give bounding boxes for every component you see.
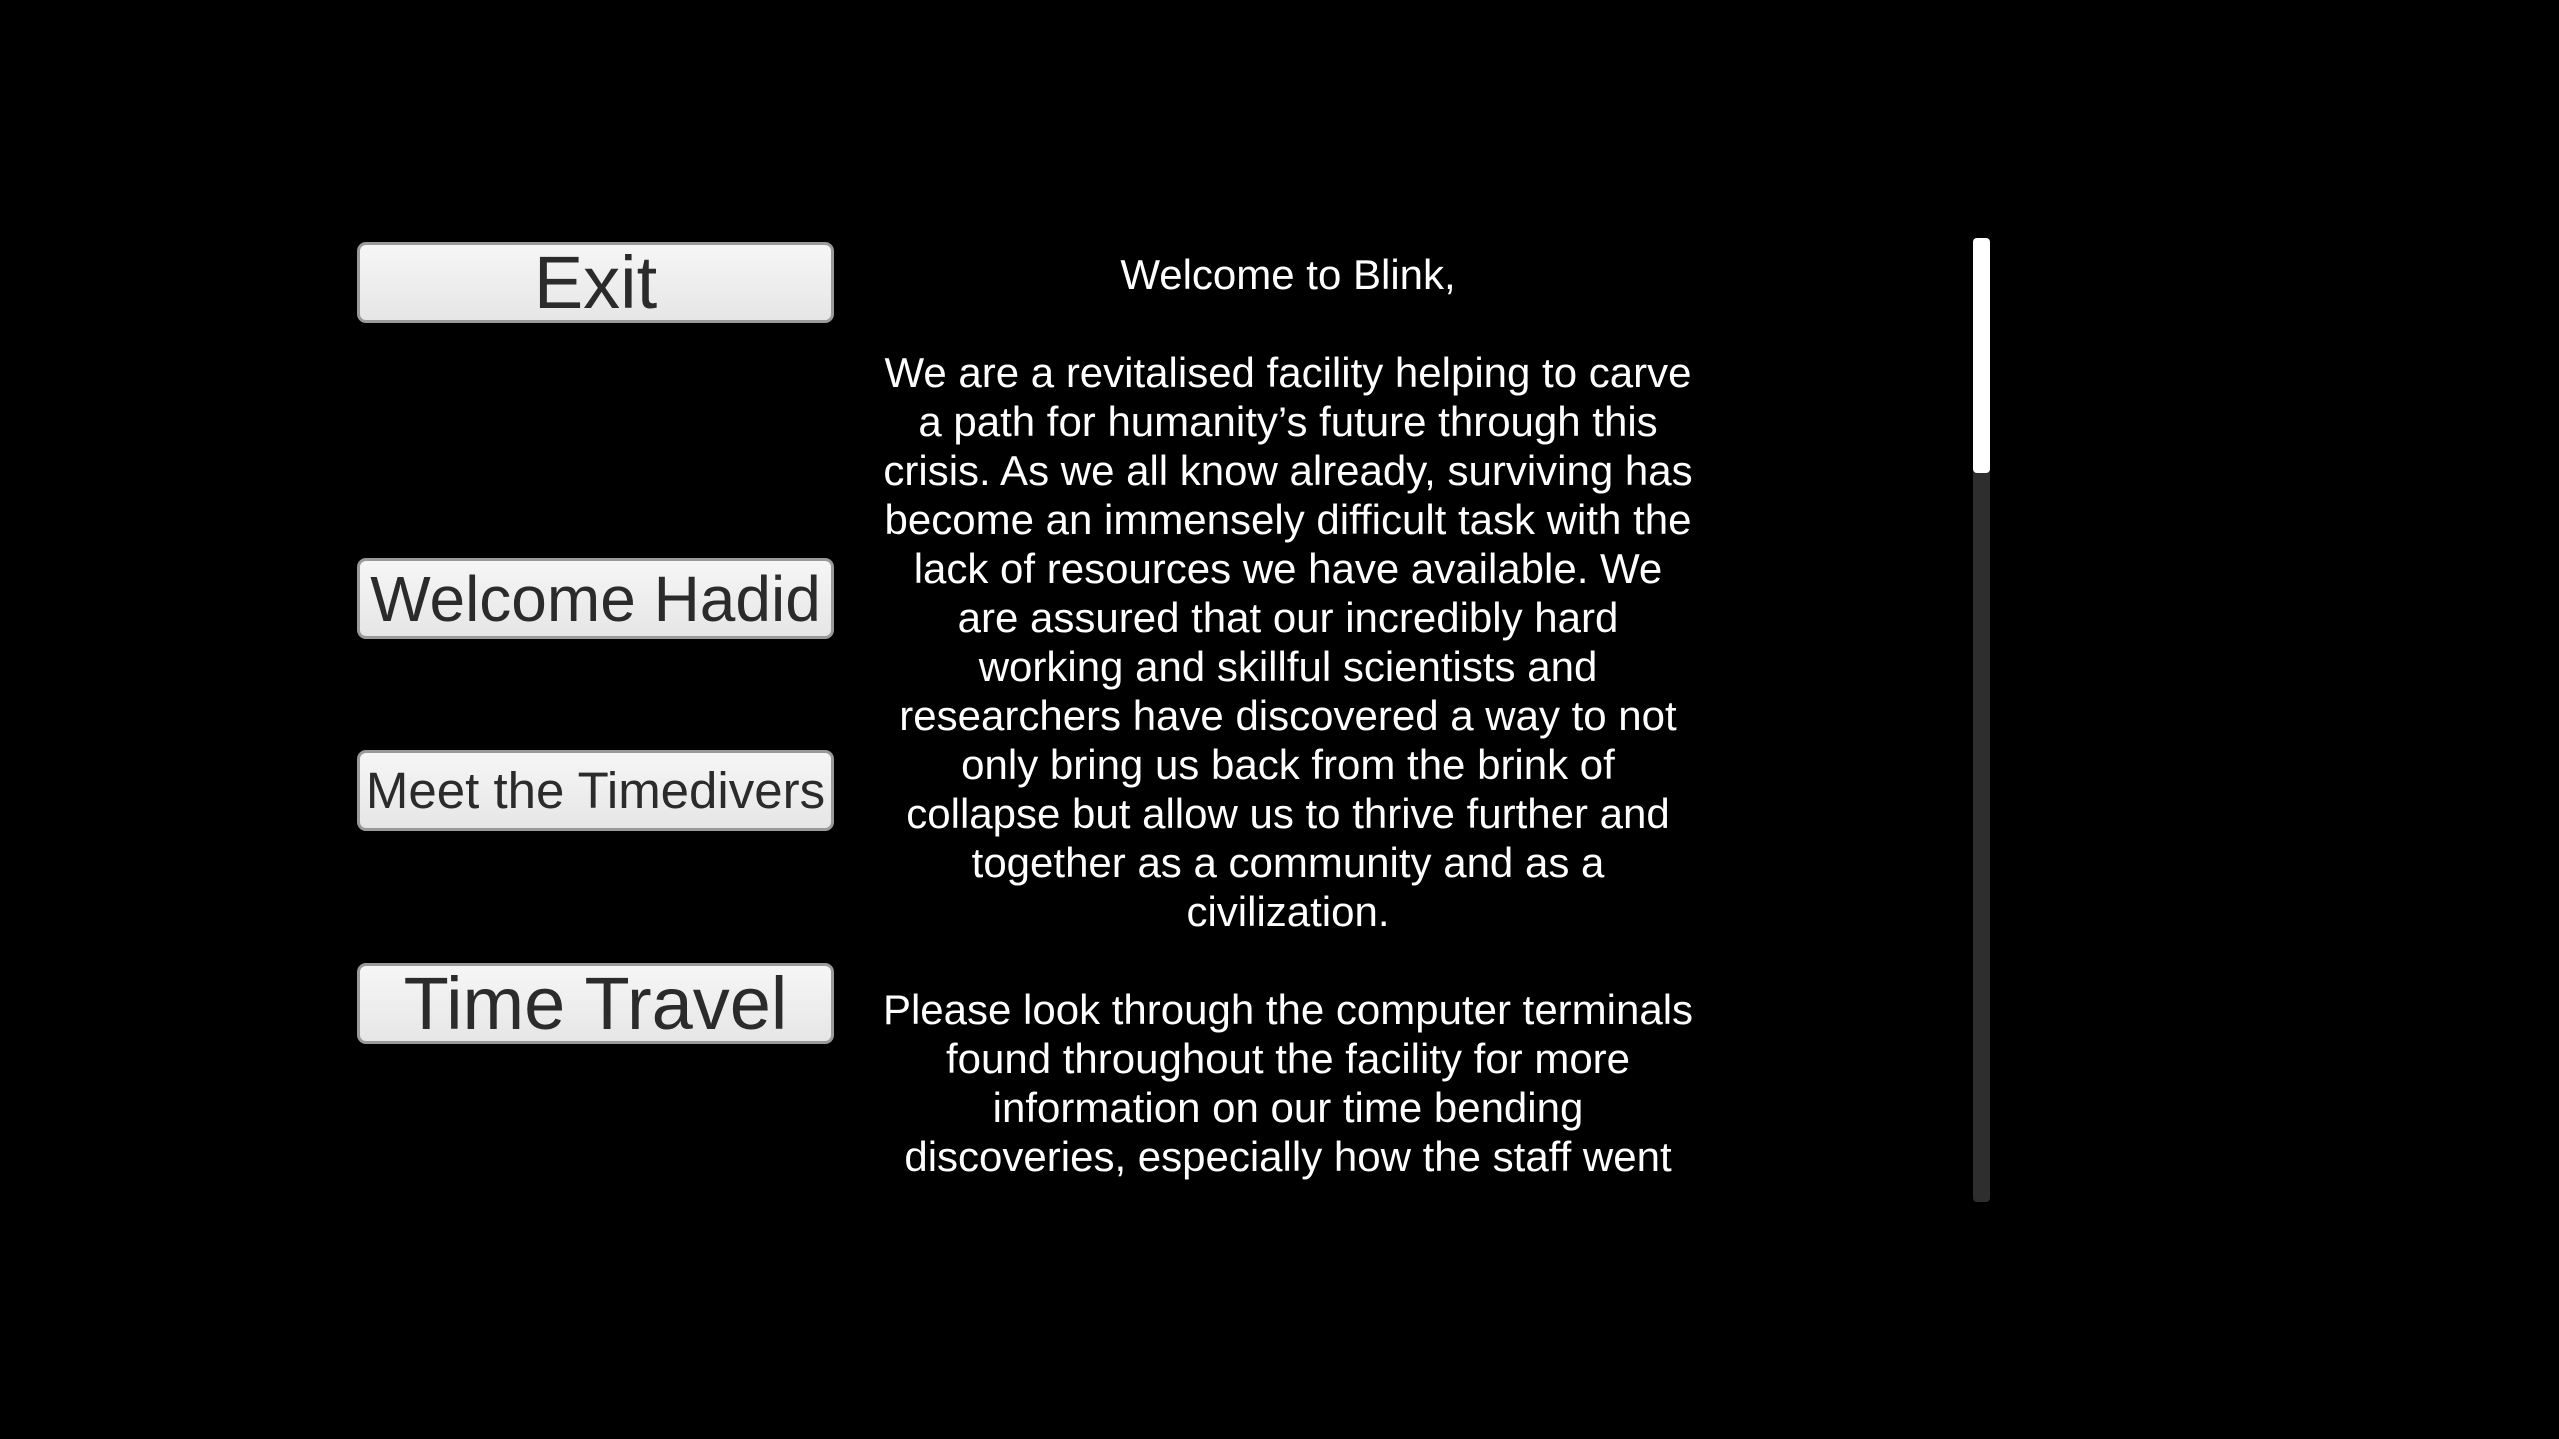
message-body (862, 250, 1714, 1181)
welcome-hadid-button[interactable]: Welcome Hadid (357, 558, 834, 639)
message-greeting: Welcome to Blink, (1120, 251, 1456, 298)
message-scroll-view[interactable] (862, 250, 1714, 1200)
meet-the-timedivers-button[interactable]: Meet the Timedivers (357, 750, 834, 831)
time-travel-button[interactable]: Time Travel (357, 963, 834, 1044)
scrollbar-thumb[interactable] (1973, 238, 1990, 473)
message-paragraph-2: Please look through the computer terminals found throughout the facility for more information on our time bending discoveries, especially how the staff went (882, 986, 1694, 1180)
exit-button[interactable]: Exit (357, 242, 834, 323)
message-paragraph-1: We are a revitalised facility helping to carve a path for humanity’s future through this crisis. As we all know already, surviving has become an immensely difficult task with the lack of resources we have available. We are assured that our incredibly hard working and skillful scientists and researchers have discovered a way to not only bring us back from the brink of collapse but allow us to thrive further and together as a community and as a civilization. (883, 349, 1693, 935)
vertical-scrollbar[interactable] (1973, 238, 1990, 1202)
